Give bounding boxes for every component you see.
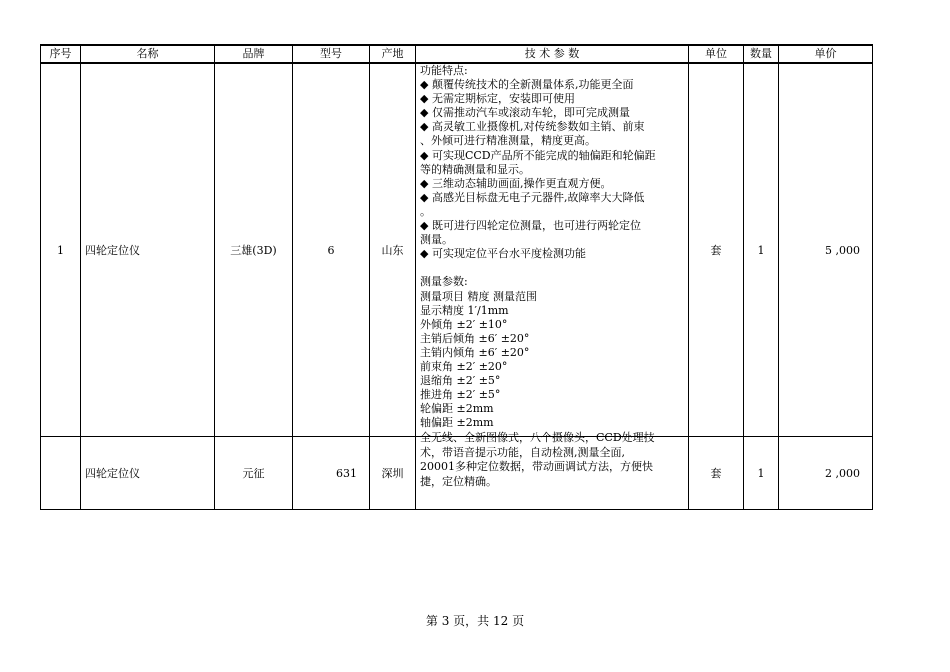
tech-spec-line: 主销内倾角 ±6′ ±20° (420, 345, 530, 359)
table-row (41, 63, 873, 437)
cell-name: 四轮定位仪 (81, 437, 215, 510)
tech-spec-line: 测量项目 精度 测量范围 (420, 289, 537, 303)
tech-spec-line: ◆ 无需定期标定，安装即可使用 (420, 92, 575, 106)
tech-spec-line: 主销后倾角 ±6′ ±20° (420, 331, 530, 345)
cell-unit: 套 (689, 63, 744, 437)
cell-price: 2 ,000 (779, 437, 873, 510)
header-name: 名称 (81, 45, 215, 63)
header-price: 单价 (779, 45, 873, 63)
tech-spec-line: 全无线、全新图像式，八个摄像头，CCD处理技 (420, 431, 655, 444)
tech-spec-line: ◆ 既可进行四轮定位测量，也可进行两轮定位 (420, 219, 641, 233)
cell-qty: 1 (744, 437, 779, 510)
tech-spec-line: ◆ 高灵敏工业摄像机,对传统参数如主销、前束 (420, 120, 645, 134)
header-seq: 序号 (41, 45, 81, 63)
page-footer: 第 3 页，共 12 页 (425, 614, 525, 628)
tech-spec-line: ◆ 可实现定位平台水平度检测功能 (420, 247, 586, 261)
tech-spec-line: 显示精度 1′/1mm (420, 303, 509, 317)
tech-spec-line (420, 261, 685, 275)
table-header-row (41, 45, 873, 63)
header-qty: 数量 (744, 45, 779, 63)
tech-spec-list (420, 431, 685, 489)
tech-spec-line: ◆ 三维动态辅助画面,操作更直观方便。 (420, 176, 612, 190)
cell-tech (416, 431, 689, 510)
tech-spec-line: 捷，定位精确。 (420, 474, 497, 488)
header-unit: 单位 (689, 45, 744, 63)
tech-spec-line: 术，带语音提示功能，自动检测,测量全面, (420, 445, 625, 459)
tech-spec-line: 等的精确测量和显示。 (420, 162, 530, 176)
tech-spec-line: 、外倾可进行精准测量，精度更高。 (420, 134, 596, 148)
tech-spec-line: 轴偏距 ±2mm (420, 416, 494, 430)
cell-model: 6 (293, 63, 370, 437)
cell-seq: 1 (41, 63, 81, 437)
cell-unit: 套 (689, 437, 744, 510)
tech-spec-line: 20001多种定位数据，带动画调试方法，方便快 (420, 460, 653, 473)
cell-model: 631 (293, 437, 370, 510)
tech-spec-line: ◆ 颠覆传统技术的全新测量体系,功能更全面 (420, 78, 634, 92)
tech-spec-line: ◆ 仅需推动汽车或滚动车轮，即可完成测量 (420, 106, 630, 120)
tech-spec-line: 测量参数: (420, 275, 468, 289)
tech-spec-line: 外倾角 ±2′ ±10° (420, 317, 508, 331)
tech-spec-list (420, 64, 685, 436)
table-row (41, 437, 873, 510)
header-tech: 技 术 参 数 (416, 45, 689, 63)
tech-spec-line: ◆ 可实现CCD产品所不能完成的轴偏距和轮偏距 (420, 148, 656, 162)
tech-spec-line: 。 (420, 204, 431, 218)
cell-price: 5 ,000 (779, 63, 873, 437)
tech-spec-line: 退缩角 ±2′ ±5° (420, 374, 501, 388)
tech-spec-line: 功能特点: (420, 64, 468, 77)
cell-brand: 元征 (215, 437, 293, 510)
tech-spec-line: 推进角 ±2′ ±5° (420, 388, 501, 402)
cell-origin: 山东 (370, 63, 416, 437)
tech-spec-line: ◆ 高感光目标盘无电子元器件,故障率大大降低 (420, 190, 645, 204)
cell-tech (416, 63, 689, 437)
price-sheet (40, 44, 872, 510)
header-brand: 品牌 (215, 45, 293, 63)
tech-spec-line: 轮偏距 ±2mm (420, 402, 494, 416)
cell-brand: 三雄(3D) (215, 63, 293, 437)
cell-name: 四轮定位仪 (81, 63, 215, 437)
cell-origin: 深圳 (370, 437, 416, 510)
equipment-table (40, 44, 873, 510)
cell-qty: 1 (744, 63, 779, 437)
tech-spec-line: 前束角 ±2′ ±20° (420, 359, 508, 373)
header-origin: 产地 (370, 45, 416, 63)
tech-spec-line: 测量。 (420, 233, 453, 247)
cell-seq (41, 437, 81, 510)
header-model: 型号 (293, 45, 370, 63)
